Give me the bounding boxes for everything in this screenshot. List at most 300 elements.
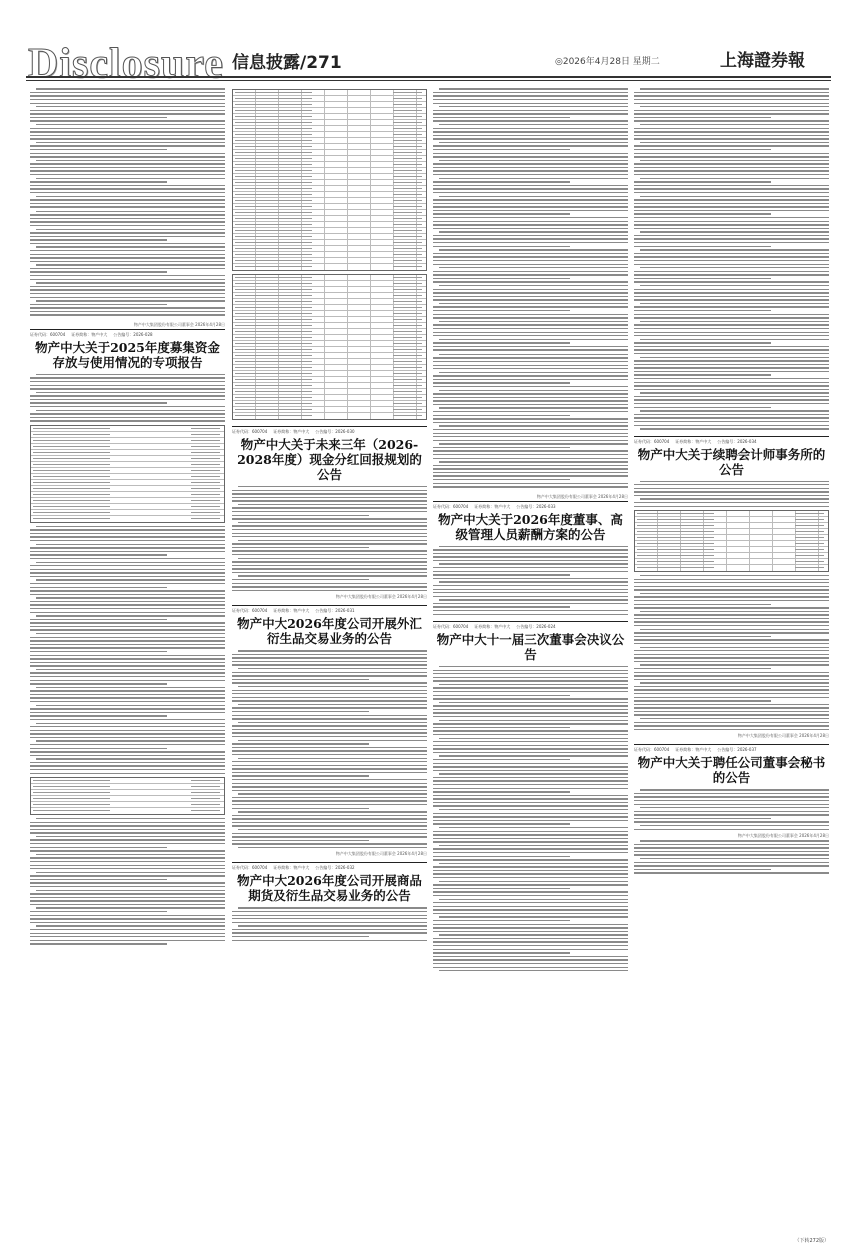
text-line bbox=[433, 210, 628, 211]
text-line bbox=[232, 833, 427, 834]
text-line bbox=[30, 135, 225, 136]
text-line bbox=[36, 854, 225, 855]
body-text bbox=[232, 650, 427, 848]
text-line bbox=[232, 743, 369, 744]
text-line bbox=[433, 418, 628, 419]
text-line bbox=[634, 714, 829, 715]
notice-header bbox=[232, 605, 427, 646]
text-line bbox=[30, 680, 225, 681]
text-line bbox=[30, 590, 225, 591]
body-text bbox=[433, 88, 628, 351]
text-line bbox=[634, 120, 829, 121]
notice-header bbox=[232, 862, 427, 903]
text-line bbox=[232, 533, 427, 534]
text-line bbox=[634, 299, 829, 300]
notice-signature: 物产中大集团股份有限公司董事会 2026年4月28日 bbox=[536, 493, 628, 499]
notice-header bbox=[433, 494, 628, 542]
text-line bbox=[232, 511, 427, 512]
text-line bbox=[634, 579, 829, 580]
text-line bbox=[634, 811, 829, 812]
text-line bbox=[433, 677, 628, 678]
text-line bbox=[634, 224, 829, 225]
text-line bbox=[433, 848, 628, 849]
text-line bbox=[30, 839, 225, 840]
text-line bbox=[634, 586, 829, 587]
body-text bbox=[634, 575, 829, 730]
text-line bbox=[634, 672, 829, 673]
text-line bbox=[30, 293, 225, 294]
data-table bbox=[634, 510, 829, 572]
text-line bbox=[634, 163, 829, 164]
text-line bbox=[433, 170, 628, 171]
text-line bbox=[634, 117, 771, 118]
text-line bbox=[30, 665, 225, 666]
text-line bbox=[433, 913, 628, 914]
text-line bbox=[232, 682, 427, 683]
text-line bbox=[30, 163, 225, 164]
text-line bbox=[232, 750, 427, 751]
text-line bbox=[433, 834, 628, 835]
text-line bbox=[30, 257, 225, 258]
body-text bbox=[30, 526, 225, 774]
text-line bbox=[232, 518, 427, 519]
text-line bbox=[634, 192, 829, 193]
text-line bbox=[433, 949, 628, 950]
text-line bbox=[30, 922, 225, 923]
text-line bbox=[439, 666, 628, 667]
text-line bbox=[433, 695, 570, 696]
text-line bbox=[36, 410, 225, 411]
text-line bbox=[30, 286, 225, 287]
text-line bbox=[634, 425, 829, 426]
text-line bbox=[30, 647, 225, 648]
body-text bbox=[433, 546, 628, 615]
text-line bbox=[634, 484, 829, 485]
text-line bbox=[433, 292, 628, 293]
text-line bbox=[634, 228, 829, 229]
text-line bbox=[634, 238, 829, 239]
text-line bbox=[433, 873, 628, 874]
text-line bbox=[433, 260, 628, 261]
text-line bbox=[238, 722, 427, 723]
text-line bbox=[30, 221, 225, 222]
text-line bbox=[36, 872, 225, 873]
text-line bbox=[433, 859, 628, 860]
text-line bbox=[634, 854, 829, 855]
text-line bbox=[30, 748, 167, 749]
section-title: 信息披露/271 bbox=[232, 53, 342, 73]
text-line bbox=[30, 131, 225, 132]
text-line bbox=[30, 275, 225, 276]
text-line bbox=[433, 135, 628, 136]
text-line bbox=[30, 690, 225, 691]
text-line bbox=[433, 368, 628, 369]
text-line bbox=[634, 217, 829, 218]
text-line bbox=[634, 679, 829, 680]
text-line bbox=[30, 399, 225, 400]
text-line bbox=[36, 229, 225, 230]
text-line bbox=[232, 843, 427, 844]
text-line bbox=[433, 264, 628, 265]
body-text bbox=[30, 818, 225, 945]
stock-codes: 证券代码：600704 证券简称：物产中大 公告编号：2026-032 bbox=[232, 862, 427, 870]
notice-signature: 物产中大集团股份有限公司董事会 2026年4月28日 bbox=[737, 733, 829, 739]
text-line bbox=[433, 956, 628, 957]
column-4 bbox=[634, 86, 829, 1246]
text-line bbox=[634, 271, 829, 272]
text-line bbox=[640, 611, 829, 612]
text-line bbox=[30, 936, 225, 937]
text-line bbox=[634, 488, 829, 489]
body-text bbox=[634, 840, 829, 874]
text-line bbox=[634, 206, 829, 207]
text-line bbox=[439, 934, 628, 935]
text-line bbox=[433, 429, 628, 430]
text-line bbox=[640, 231, 829, 232]
text-line bbox=[232, 918, 427, 919]
text-line bbox=[634, 278, 771, 279]
text-line bbox=[634, 729, 829, 730]
text-line bbox=[634, 349, 829, 350]
text-line bbox=[30, 744, 225, 745]
text-line bbox=[433, 553, 628, 554]
text-line bbox=[232, 729, 427, 730]
text-line bbox=[439, 546, 628, 547]
text-line bbox=[433, 472, 628, 473]
text-line bbox=[30, 943, 167, 944]
text-line bbox=[439, 303, 628, 304]
text-line bbox=[640, 410, 829, 411]
notice-signature: 物产中大集团股份有限公司董事会 2026年4月28日 bbox=[335, 594, 427, 600]
notice-signature: 物产中大集团股份有限公司董事会 2026年4月28日 bbox=[335, 851, 427, 857]
text-line bbox=[232, 932, 427, 933]
text-line bbox=[433, 952, 570, 953]
column-1 bbox=[30, 86, 225, 1246]
text-line bbox=[30, 181, 167, 182]
text-line bbox=[439, 738, 628, 739]
text-line bbox=[30, 875, 225, 876]
text-line bbox=[433, 217, 628, 218]
text-line bbox=[30, 751, 225, 752]
text-line bbox=[433, 149, 570, 150]
text-line bbox=[30, 882, 225, 883]
text-line bbox=[30, 533, 225, 534]
text-line bbox=[30, 569, 225, 570]
text-line bbox=[433, 906, 628, 907]
text-line bbox=[30, 307, 225, 308]
text-line bbox=[433, 709, 628, 710]
text-line bbox=[232, 690, 427, 691]
text-line bbox=[232, 790, 427, 791]
text-line bbox=[433, 433, 628, 434]
text-line bbox=[640, 858, 829, 859]
text-line bbox=[30, 822, 225, 823]
text-line bbox=[634, 421, 829, 422]
text-line bbox=[36, 723, 225, 724]
text-line bbox=[433, 447, 570, 448]
text-line bbox=[30, 145, 225, 146]
text-line bbox=[634, 213, 771, 214]
divider bbox=[26, 76, 831, 78]
text-line bbox=[640, 481, 829, 482]
text-line bbox=[433, 324, 628, 325]
body-text bbox=[433, 354, 628, 488]
text-line bbox=[433, 357, 628, 358]
text-line bbox=[232, 707, 427, 708]
body-text bbox=[232, 907, 427, 941]
text-line bbox=[433, 465, 628, 466]
text-line bbox=[232, 700, 427, 701]
text-line bbox=[433, 310, 570, 311]
text-line bbox=[232, 661, 427, 662]
text-line bbox=[232, 765, 427, 766]
data-table bbox=[30, 425, 225, 523]
text-line bbox=[30, 629, 225, 630]
text-line bbox=[433, 274, 628, 275]
text-line bbox=[30, 388, 225, 389]
text-line bbox=[30, 271, 167, 272]
text-line bbox=[433, 592, 628, 593]
text-line bbox=[634, 306, 829, 307]
text-line bbox=[433, 128, 628, 129]
text-line bbox=[232, 715, 427, 716]
text-line bbox=[439, 354, 628, 355]
text-line bbox=[439, 267, 628, 268]
text-line bbox=[439, 599, 628, 600]
text-line bbox=[634, 264, 829, 265]
text-line bbox=[30, 604, 225, 605]
text-line bbox=[640, 321, 829, 322]
text-line bbox=[439, 684, 628, 685]
text-line bbox=[232, 550, 427, 551]
text-line bbox=[439, 372, 628, 373]
text-line bbox=[30, 199, 225, 200]
text-line bbox=[30, 289, 225, 290]
text-line bbox=[439, 720, 628, 721]
text-line bbox=[433, 589, 628, 590]
text-line bbox=[30, 601, 225, 602]
text-line bbox=[433, 549, 628, 550]
text-line bbox=[36, 246, 225, 247]
text-line bbox=[30, 868, 225, 869]
text-line bbox=[634, 274, 829, 275]
text-line bbox=[634, 862, 829, 863]
text-line bbox=[634, 865, 829, 866]
text-line bbox=[634, 153, 829, 154]
text-line bbox=[433, 571, 628, 572]
text-line bbox=[634, 310, 771, 311]
text-line bbox=[232, 725, 427, 726]
text-line bbox=[634, 253, 829, 254]
text-line bbox=[634, 725, 829, 726]
text-line bbox=[30, 149, 167, 150]
text-line bbox=[634, 221, 829, 222]
text-line bbox=[433, 920, 570, 921]
text-line bbox=[232, 507, 427, 508]
text-line bbox=[433, 365, 628, 366]
text-line bbox=[30, 825, 225, 826]
notice-signature: 物产中大集团股份有限公司董事会 2026年4月28日 bbox=[737, 832, 829, 838]
text-line bbox=[232, 697, 427, 698]
table-row bbox=[31, 516, 224, 522]
text-line bbox=[30, 765, 225, 766]
data-table bbox=[30, 777, 225, 815]
body-text bbox=[30, 88, 225, 207]
text-line bbox=[634, 324, 829, 325]
text-line bbox=[238, 907, 427, 908]
text-line bbox=[30, 297, 225, 298]
text-line bbox=[433, 770, 628, 771]
text-line bbox=[30, 572, 225, 573]
text-line bbox=[634, 296, 829, 297]
text-line bbox=[433, 199, 628, 200]
text-line bbox=[232, 775, 369, 776]
text-line bbox=[433, 614, 628, 615]
text-line bbox=[634, 188, 829, 189]
text-line bbox=[634, 686, 829, 687]
text-line bbox=[634, 103, 829, 104]
text-line bbox=[433, 224, 628, 225]
text-line bbox=[634, 650, 829, 651]
text-line bbox=[36, 374, 225, 375]
stock-codes: 证券代码：600704 证券简称：物产中大 公告编号：2026-028 bbox=[30, 329, 225, 337]
table-row bbox=[31, 808, 224, 814]
text-line bbox=[634, 693, 829, 694]
text-line bbox=[433, 246, 570, 247]
notice-signature: 物产中大集团股份有限公司董事会 2026年4月28日 bbox=[133, 321, 225, 327]
text-line bbox=[640, 303, 829, 304]
text-line bbox=[232, 929, 427, 930]
text-line bbox=[30, 304, 167, 305]
text-line bbox=[30, 847, 167, 848]
text-line bbox=[634, 869, 771, 870]
text-line bbox=[232, 529, 427, 530]
text-line bbox=[439, 339, 628, 340]
text-line bbox=[232, 783, 427, 784]
text-line bbox=[634, 414, 829, 415]
text-line bbox=[30, 915, 225, 916]
text-line bbox=[640, 285, 829, 286]
text-line bbox=[634, 625, 829, 626]
continued-note: （下转272版） bbox=[794, 1238, 829, 1244]
text-line bbox=[30, 861, 225, 862]
text-line bbox=[433, 346, 628, 347]
text-line bbox=[433, 458, 628, 459]
text-line bbox=[640, 647, 829, 648]
text-line bbox=[634, 847, 829, 848]
notice-header bbox=[232, 426, 427, 482]
text-line bbox=[36, 890, 225, 891]
text-line bbox=[30, 672, 225, 673]
notice-title: 物产中大关于未来三年（2026-2028年度）现金分红回报规划的公告 bbox=[237, 437, 422, 482]
text-line bbox=[433, 766, 628, 767]
text-line bbox=[439, 863, 628, 864]
text-line bbox=[634, 700, 771, 701]
text-line bbox=[232, 936, 369, 937]
text-line bbox=[30, 110, 225, 111]
text-line bbox=[433, 192, 628, 193]
text-line bbox=[640, 807, 829, 808]
text-line bbox=[640, 88, 829, 89]
text-line bbox=[433, 687, 628, 688]
text-line bbox=[634, 360, 829, 361]
text-line bbox=[433, 415, 570, 416]
text-line bbox=[640, 124, 829, 125]
text-line bbox=[232, 822, 427, 823]
text-line bbox=[30, 153, 225, 154]
text-line bbox=[36, 705, 225, 706]
text-line bbox=[634, 814, 829, 815]
notice-title: 物产中大关于2026年度董事、高级管理人员薪酬方案的公告 bbox=[438, 511, 623, 542]
text-line bbox=[232, 772, 427, 773]
text-line bbox=[36, 392, 225, 393]
text-line bbox=[36, 818, 225, 819]
text-line bbox=[30, 174, 225, 175]
text-line bbox=[30, 755, 225, 756]
text-line bbox=[232, 657, 427, 658]
table-row bbox=[635, 565, 828, 571]
text-line bbox=[634, 367, 829, 368]
text-line bbox=[634, 800, 829, 801]
text-line bbox=[30, 170, 225, 171]
text-line bbox=[634, 389, 829, 390]
text-line bbox=[640, 392, 829, 393]
text-line bbox=[30, 314, 225, 315]
text-line bbox=[232, 836, 427, 837]
text-line bbox=[30, 904, 225, 905]
text-line bbox=[439, 285, 628, 286]
text-line bbox=[36, 282, 225, 283]
text-line bbox=[232, 672, 427, 673]
text-line bbox=[640, 825, 829, 826]
text-line bbox=[30, 587, 167, 588]
text-line bbox=[30, 843, 225, 844]
text-line bbox=[232, 808, 369, 809]
text-line bbox=[433, 902, 628, 903]
text-line bbox=[433, 959, 628, 960]
text-line bbox=[634, 632, 829, 633]
text-line bbox=[433, 379, 628, 380]
text-line bbox=[30, 933, 225, 934]
text-line bbox=[640, 682, 829, 683]
text-line bbox=[433, 795, 628, 796]
text-line bbox=[634, 675, 829, 676]
text-line bbox=[439, 809, 628, 810]
text-line bbox=[634, 99, 829, 100]
text-line bbox=[634, 156, 829, 157]
text-line bbox=[232, 747, 427, 748]
text-line bbox=[439, 124, 628, 125]
text-line bbox=[30, 254, 225, 255]
text-line bbox=[634, 829, 829, 830]
text-line bbox=[30, 697, 225, 698]
text-line bbox=[30, 188, 225, 189]
text-line bbox=[433, 673, 628, 674]
text-line bbox=[634, 403, 829, 404]
text-line bbox=[433, 436, 628, 437]
text-line bbox=[232, 500, 427, 501]
text-line bbox=[433, 486, 628, 487]
text-line bbox=[433, 877, 628, 878]
text-line bbox=[634, 506, 829, 507]
text-line bbox=[634, 332, 829, 333]
text-line bbox=[640, 789, 829, 790]
text-line bbox=[36, 142, 225, 143]
text-line bbox=[238, 650, 427, 651]
text-line bbox=[433, 734, 628, 735]
text-line bbox=[634, 600, 829, 601]
text-line bbox=[30, 911, 167, 912]
